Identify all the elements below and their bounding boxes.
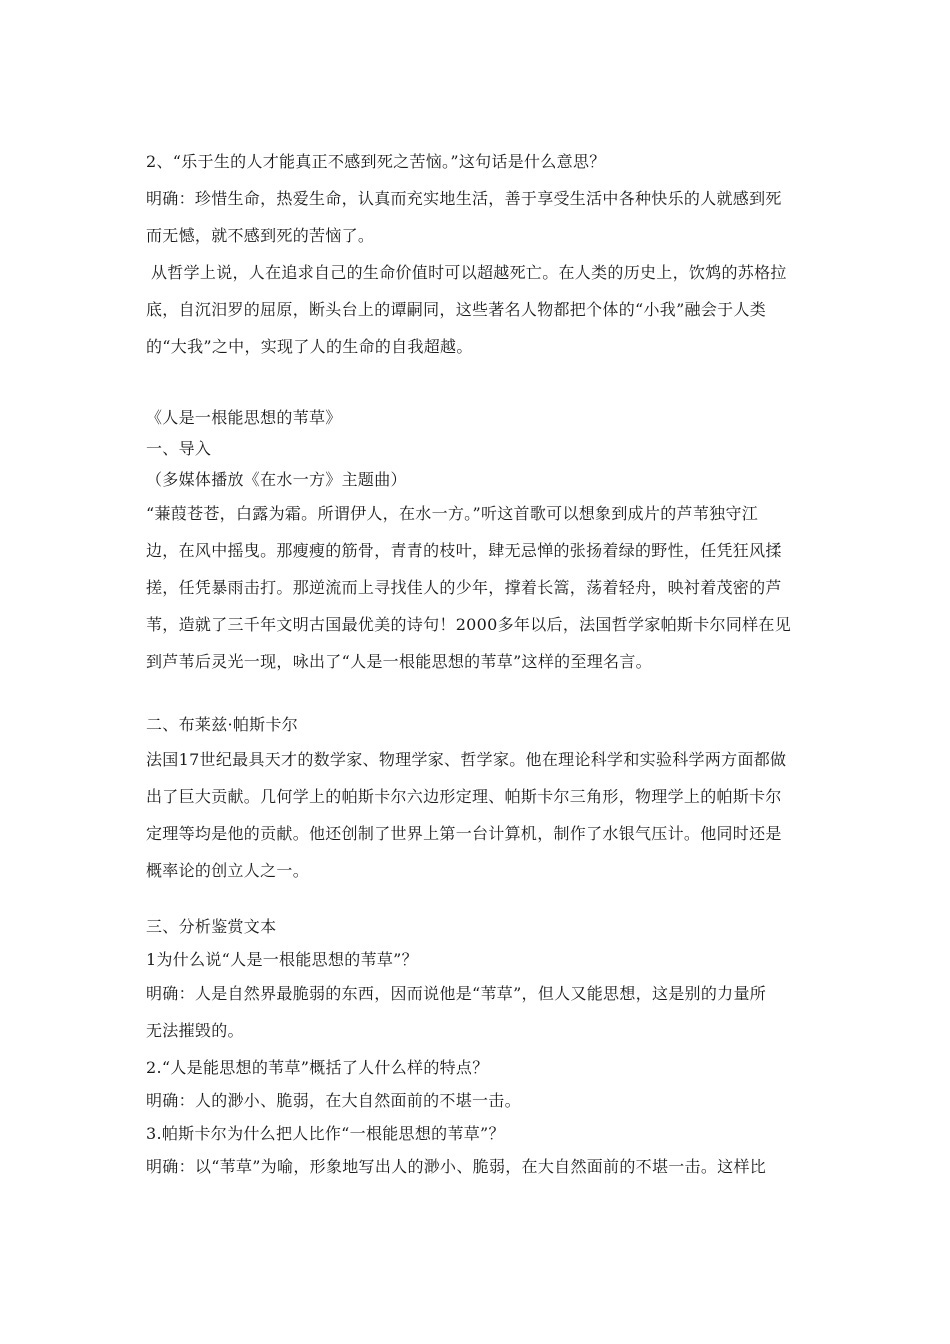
heading-pascal-block xyxy=(146,710,806,740)
question-2 xyxy=(146,151,806,173)
heading-intro: 一、导入 xyxy=(146,439,212,458)
heading-analysis: 三、分析鉴赏文本 xyxy=(146,917,277,936)
question-2-text: 2、“乐于生的人才能真正不感到死之苦恼。”这句话是什么意思？ xyxy=(146,152,606,171)
intro-paragraph xyxy=(146,495,806,680)
pascal-line: 出了巨大贡献。几何学上的帕斯卡尔六边形定理、帕斯卡尔三角形，物理学上的帕斯卡尔 xyxy=(146,787,782,806)
answer-2-line: 明确：珍惜生命，热爱生命，认真而充实地生活，善于享受生活中各种快乐的人就感到死 xyxy=(146,189,782,208)
intro-line: 搓，任凭暴雨击打。那逆流而上寻找佳人的少年，撑着长篙，荡着轻舟，映衬着茂密的芦 xyxy=(146,578,782,597)
pascal-line: 定理等均是他的贡献。他还创制了世界上第一台计算机，制作了水银气压计。他同时还是 xyxy=(146,824,782,843)
answer-2b-text: 明确：人的渺小、脆弱，在大自然面前的不堪一击。 xyxy=(146,1091,521,1110)
intro-line: 边，在风中摇曳。那瘦瘦的筋骨，青青的枝叶，肆无忌惮的张扬着绿的野性，任凭狂风揉 xyxy=(146,541,782,560)
philosophy-line: 的“大我”之中，实现了人的生命的自我超越。 xyxy=(146,337,473,356)
question-2b-text: 2.“人是能思想的苇草”概括了人什么样的特点？ xyxy=(146,1058,489,1077)
media-note: （多媒体播放《在水一方》主题曲） xyxy=(146,470,407,489)
answer-1-line: 无法摧毁的。 xyxy=(146,1021,244,1040)
answer-1-line: 明确：人是自然界最脆弱的东西，因而说他是“苇草”，但人又能思想，这是别的力量所 xyxy=(146,984,767,1003)
intro-line: 到芦苇后灵光一现，咏出了“人是一根能思想的苇草”这样的至理名言。 xyxy=(146,652,652,671)
answer-2 xyxy=(146,180,806,365)
question-1-text: 1为什么说“人是一根能思想的苇草”？ xyxy=(146,950,418,969)
qa-block xyxy=(146,1051,806,1183)
philosophy-line: 从哲学上说，人在追求自己的生命价值时可以超越死亡。在人类的历史上，饮鸩的苏格拉 xyxy=(151,263,787,282)
question-3-text: 3.帕斯卡尔为什么把人比作“一根能思想的苇草”？ xyxy=(146,1124,505,1143)
answer-1 xyxy=(146,975,806,1049)
intro-line: “蒹葭苍苍，白露为霜。所谓伊人，在水一方。”听这首歌可以想象到成片的芦苇独守江 xyxy=(146,504,759,523)
pascal-line: 法国17世纪最具天才的数学家、物理学家、哲学家。他在理论科学和实验科学两方面都做 xyxy=(146,750,787,769)
pascal-line: 概率论的创立人之一。 xyxy=(146,861,310,880)
answer-3-text: 明确：以“苇草”为喻，形象地写出人的渺小、脆弱，在大自然面前的不堪一击。这样比 xyxy=(146,1157,767,1176)
pascal-paragraph xyxy=(146,741,806,889)
analysis-header xyxy=(146,910,806,976)
lesson-header xyxy=(146,402,806,495)
answer-2-line: 而无憾，就不感到死的苦恼了。 xyxy=(146,226,375,245)
lesson-title: 《人是一根能思想的苇草》 xyxy=(146,408,342,427)
intro-line: 苇，造就了三千年文明古国最优美的诗句！2000多年以后，法国哲学家帕斯卡尔同样在见 xyxy=(146,615,792,634)
philosophy-line: 底，自沉汨罗的屈原，断头台上的谭嗣同，这些著名人物都把个体的“小我”融会于人类 xyxy=(146,300,767,319)
heading-pascal: 二、布莱兹·帕斯卡尔 xyxy=(146,715,299,734)
